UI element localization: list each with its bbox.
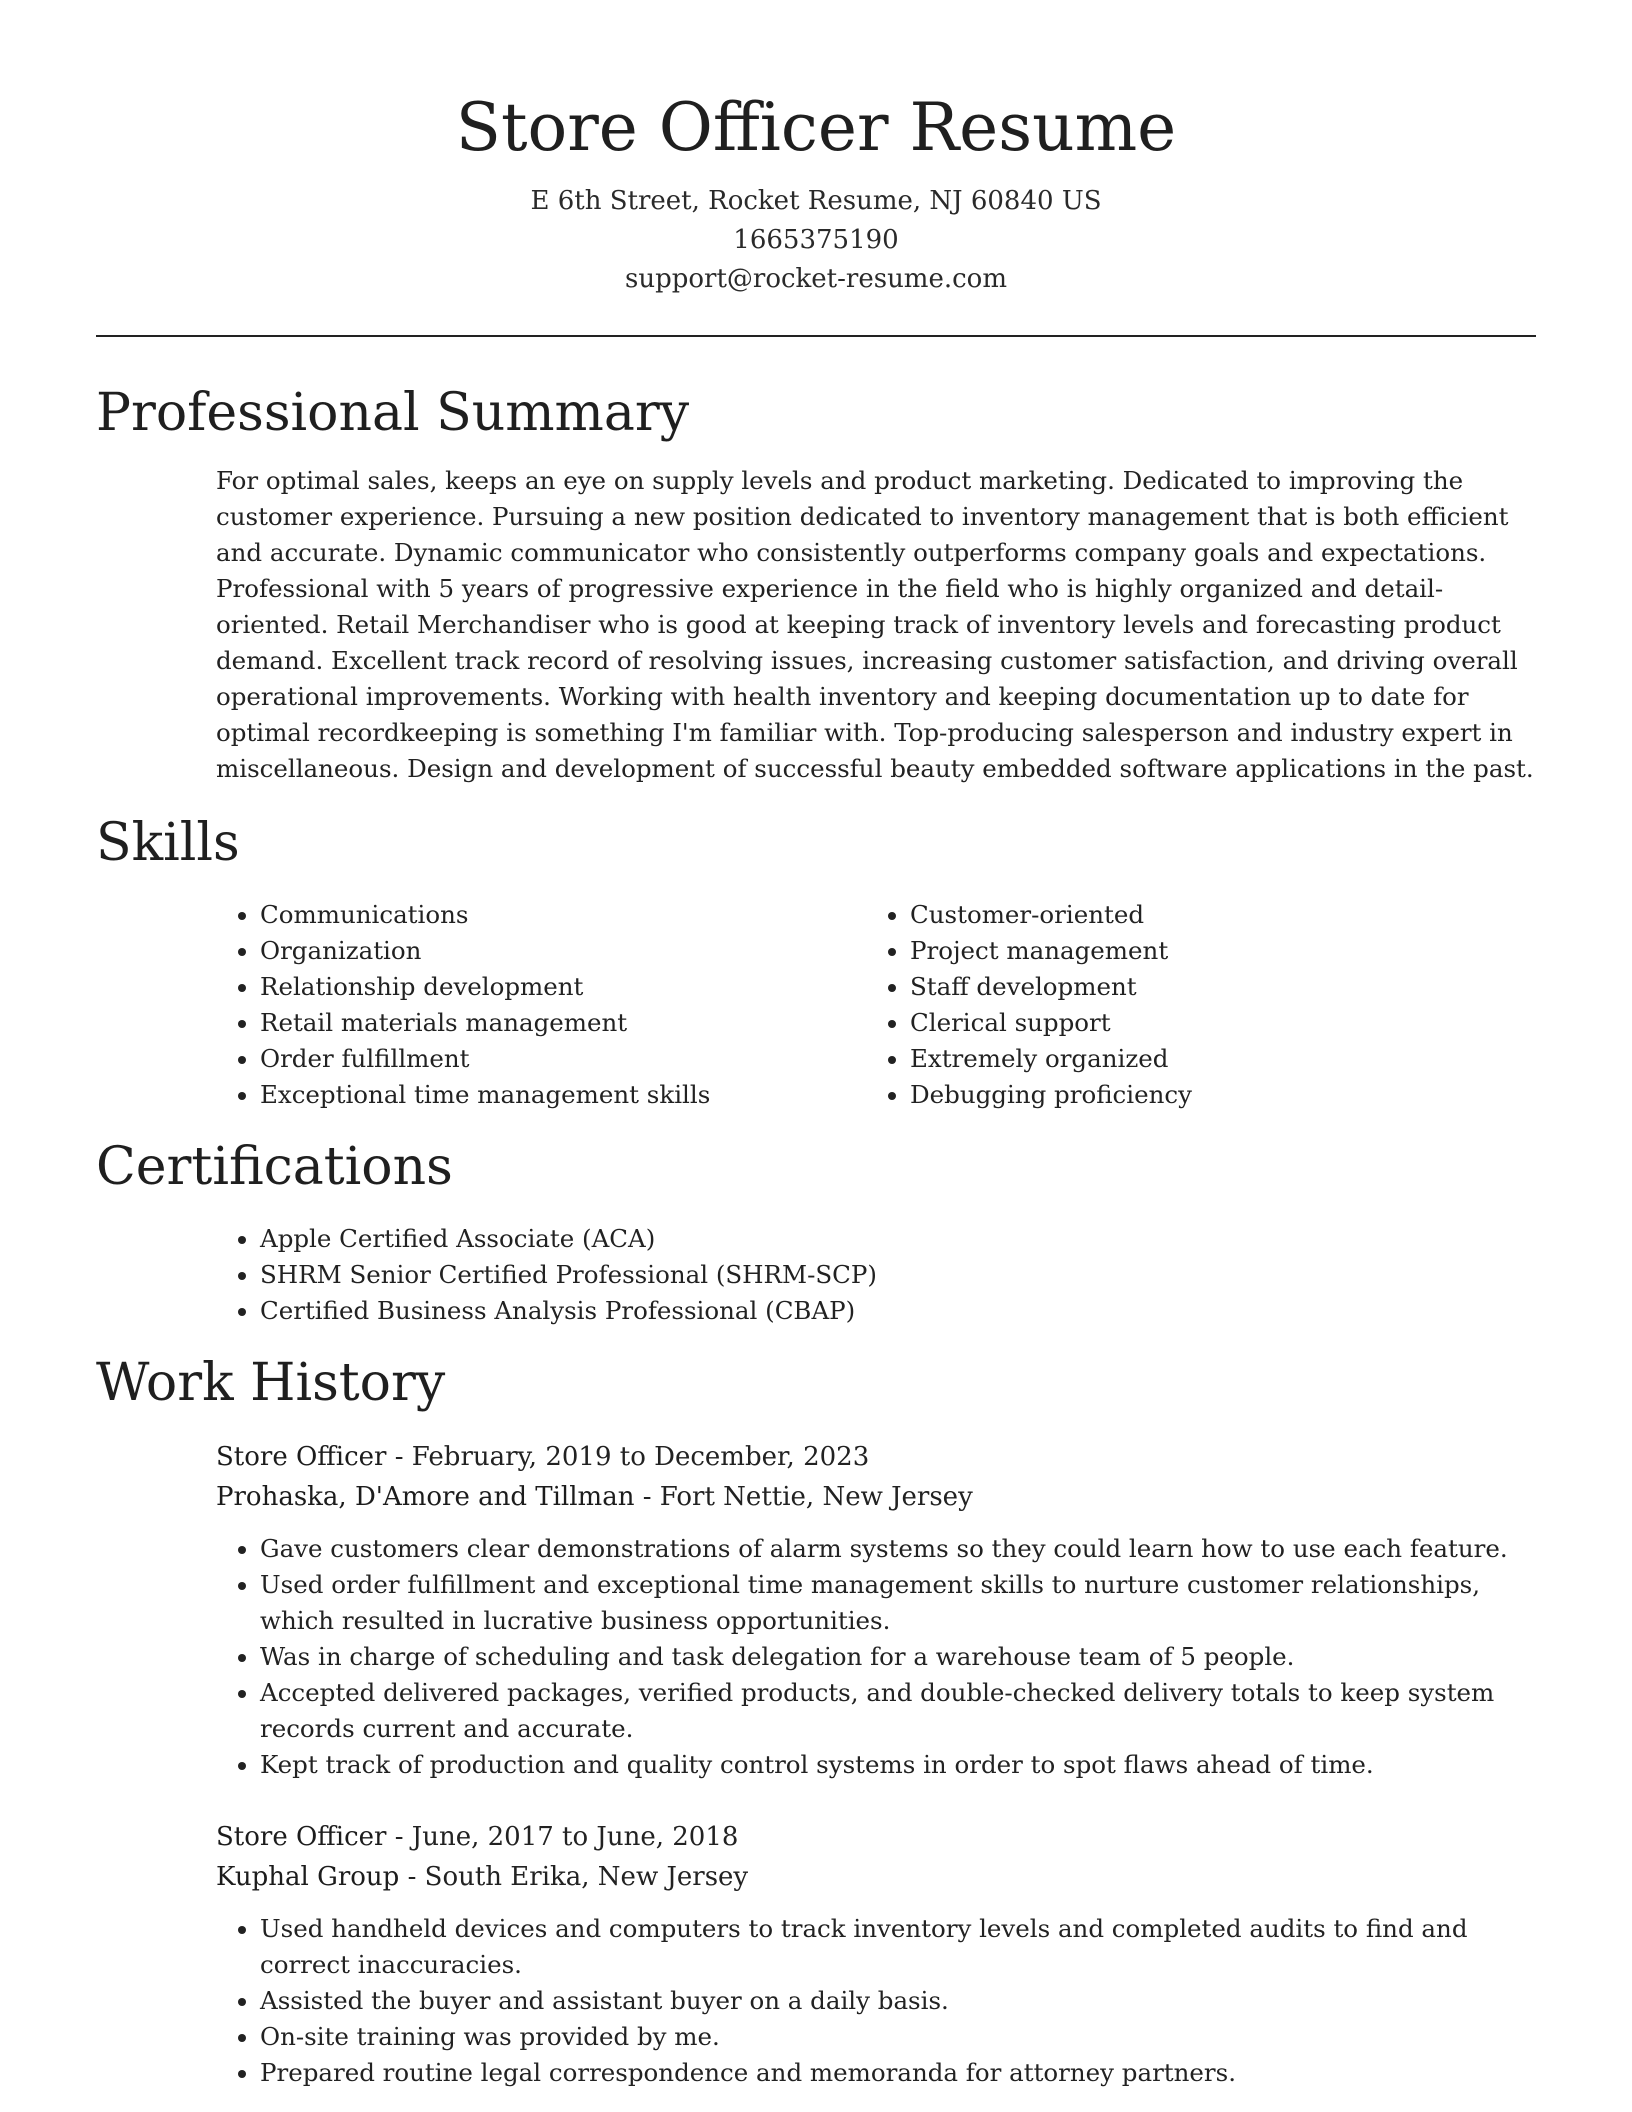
- certifications-list: [216, 1221, 1536, 1329]
- certifications-block: [216, 1221, 1536, 1329]
- skill-item: • Extremely organized: [910, 1041, 1536, 1077]
- job-duty: • On-site training was provided by me.: [260, 2019, 1536, 2055]
- contact-phone: 1665375190: [733, 225, 899, 255]
- certifications-heading: Certifications: [96, 1137, 453, 1197]
- contact-email: support@rocket-resume.com: [624, 264, 1007, 294]
- skills-list-left: [216, 897, 866, 1113]
- skills-grid: [216, 897, 1536, 1113]
- job-duty: • Prepared routine legal correspondence and memoranda for attorney partners.: [260, 2055, 1536, 2091]
- job-entry: [216, 1437, 1536, 1517]
- job-company: Prohaska, D'Amore and Tillman: [216, 1482, 635, 1512]
- job-duty: • Was in charge of scheduling and task delegation for a warehouse team of 5 people.: [260, 1639, 1536, 1675]
- job-title: Store Officer: [216, 1822, 387, 1852]
- job-duty: • Used handheld devices and computers to track inventory levels and completed audits to find and correct inaccuracies.: [260, 1911, 1536, 1983]
- certification-item: • Certified Business Analysis Professional (CBAP): [260, 1293, 1536, 1329]
- job-duties: [216, 1531, 1536, 1783]
- skill-item: • Communications: [260, 897, 866, 933]
- skill-item: • Customer-oriented: [910, 897, 1536, 933]
- skill-item: • Debugging proficiency: [910, 1077, 1536, 1113]
- job-company-line: [216, 1477, 1536, 1517]
- job-duty: • Used order fulfillment and exceptional time management skills to nurture customer relationships, which resulted in lucrative business opportunities.: [260, 1567, 1536, 1639]
- skill-item: • Clerical support: [910, 1005, 1536, 1041]
- skill-item: • Project management: [910, 933, 1536, 969]
- job-duty: • Gave customers clear demonstrations of alarm systems so they could learn how to use each feature.: [260, 1531, 1536, 1567]
- job-dates: - February, 2019 to December, 2023: [386, 1442, 870, 1472]
- job-duty: • Accepted delivered packages, verified products, and double-checked delivery totals to keep system records current and accurate.: [260, 1675, 1536, 1747]
- skills-list-right: [866, 897, 1536, 1113]
- job-company: Kuphal Group: [216, 1862, 400, 1892]
- summary-heading: Professional Summary: [96, 383, 690, 443]
- skill-item: • Relationship development: [260, 969, 866, 1005]
- contact-block: [96, 182, 1536, 299]
- skill-item: • Exceptional time management skills: [260, 1077, 866, 1113]
- resume-title: Store Officer Resume: [455, 89, 1177, 166]
- work-history-heading: Work History: [96, 1353, 446, 1413]
- skill-item: • Order fulfillment: [260, 1041, 866, 1077]
- skill-item: • Organization: [260, 933, 866, 969]
- certification-item: • SHRM Senior Certified Professional (SHRM-SCP): [260, 1257, 1536, 1293]
- job-title-line: [216, 1817, 1536, 1857]
- job-duties-list: [216, 1911, 1536, 2091]
- certification-item: • Apple Certified Associate (ACA): [260, 1221, 1536, 1257]
- summary-text: For optimal sales, keeps an eye on supply levels and product marketing. Dedicated to improving the customer experience. Pursuing a new position dedicated to inventory management that is both efficient and accurate. Dynamic communicator who consistently outperforms company goals and expectations. Professional with 5 years of progressive experience in the field who is highly organized and detail-oriented. Retail Merchandiser who is good at keeping track of inventory levels and forecasting product demand. Excellent track record of resolving issues, increasing customer satisfaction, and driving overall operational improvements. Working with health inventory and keeping documentation up to date for optimal recordkeeping is something I'm familiar with. Top-producing salesperson and industry expert in miscellaneous. Design and development of successful beauty embedded software applications in the past.: [216, 466, 1534, 783]
- job-duties-list: [216, 1531, 1536, 1783]
- job-dates: - June, 2017 to June, 2018: [386, 1822, 739, 1852]
- job-title: Store Officer: [216, 1442, 387, 1472]
- job-duties: [216, 1911, 1536, 2091]
- skills-heading: Skills: [96, 813, 240, 873]
- job-duty: • Assisted the buyer and assistant buyer on a daily basis.: [260, 1983, 1536, 2019]
- job-entry: [216, 1817, 1536, 1897]
- job-location: - Fort Nettie, New Jersey: [634, 1482, 973, 1512]
- job-company-line: [216, 1857, 1536, 1897]
- job-title-line: [216, 1437, 1536, 1477]
- header-divider: [96, 335, 1536, 337]
- contact-address: E 6th Street, Rocket Resume, NJ 60840 US: [530, 186, 1102, 216]
- resume-header: [96, 0, 1536, 299]
- skill-item: • Retail materials management: [260, 1005, 866, 1041]
- job-duty: • Kept track of production and quality control systems in order to spot flaws ahead of time.: [260, 1747, 1536, 1783]
- skill-item: • Staff development: [910, 969, 1536, 1005]
- job-location: - South Erika, New Jersey: [399, 1862, 749, 1892]
